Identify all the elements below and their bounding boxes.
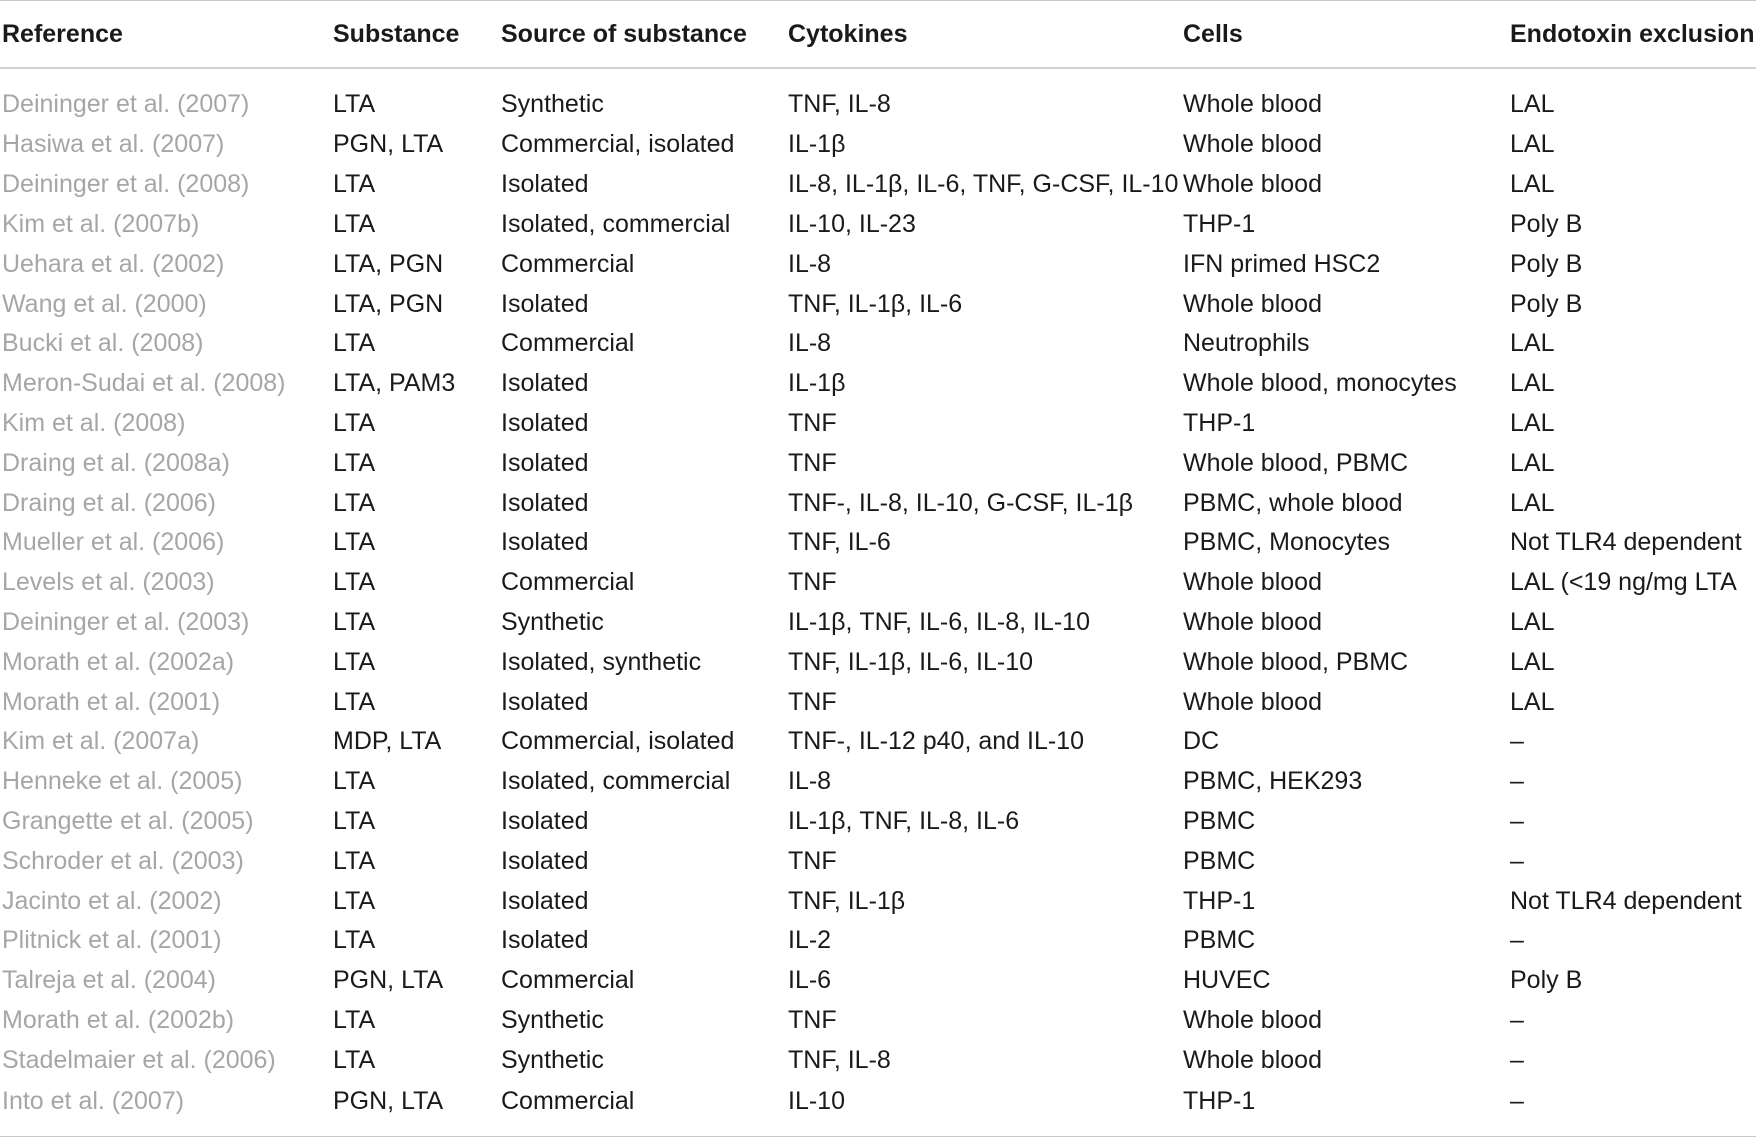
cell-cells: Whole blood — [1183, 289, 1322, 318]
cell-substance: LTA — [333, 448, 376, 477]
cell-endotoxin-exclusion: – — [1510, 1086, 1524, 1115]
cell-endotoxin-exclusion: Poly B — [1510, 209, 1583, 238]
cell-substance: LTA, PAM3 — [333, 369, 456, 398]
table-row — [0, 722, 1756, 762]
table-row — [0, 1001, 1756, 1041]
cell-cells: Whole blood — [1183, 1045, 1322, 1074]
cell-source: Isolated — [501, 886, 589, 915]
cell-cytokines: IL-8 — [788, 249, 832, 278]
cell-cells: PBMC, HEK293 — [1183, 767, 1363, 796]
header-endotoxin-exclusion: Endotoxin exclusion — [1510, 19, 1755, 48]
cell-cytokines: TNF, IL-1β, IL-6 — [788, 289, 963, 318]
cell-cytokines: IL-1β — [788, 369, 846, 398]
cell-substance: PGN, LTA — [333, 1086, 444, 1115]
cell-cytokines: TNF — [788, 687, 837, 716]
cell-reference: Deininger et al. (2008) — [2, 170, 250, 199]
cell-reference: Morath et al. (2001) — [2, 687, 221, 716]
cell-cytokines: TNF, IL-8 — [788, 89, 891, 118]
cell-cells: Whole blood, monocytes — [1183, 369, 1457, 398]
cell-source: Isolated — [501, 926, 589, 955]
cell-cytokines: IL-1β, TNF, IL-8, IL-6 — [788, 806, 1020, 835]
cell-reference: Uehara et al. (2002) — [2, 249, 225, 278]
cell-substance: LTA — [333, 488, 376, 517]
cell-cytokines: TNF — [788, 568, 837, 597]
cell-cytokines: TNF — [788, 408, 837, 437]
cell-cytokines: TNF, IL-8 — [788, 1045, 891, 1074]
cell-cells: THP-1 — [1183, 209, 1256, 238]
table-row — [0, 802, 1756, 842]
cell-substance: LTA — [333, 1005, 376, 1034]
cell-cytokines: IL-8, IL-1β, IL-6, TNF, G-CSF, IL-10 — [788, 170, 1179, 199]
cell-source: Synthetic — [501, 607, 604, 636]
cell-cells: PBMC — [1183, 926, 1256, 955]
table-row — [0, 523, 1756, 563]
cell-source: Isolated — [501, 170, 589, 199]
cell-cytokines: IL-1β — [788, 130, 846, 159]
table-row — [0, 483, 1756, 523]
table-body — [0, 68, 1756, 1137]
cell-source: Commercial — [501, 329, 635, 358]
cell-endotoxin-exclusion: LAL — [1510, 448, 1555, 477]
cell-cells: Neutrophils — [1183, 329, 1310, 358]
cell-endotoxin-exclusion: LAL — [1510, 170, 1555, 199]
cell-substance: LTA — [333, 408, 376, 437]
cell-substance: LTA — [333, 886, 376, 915]
cell-source: Commercial — [501, 249, 635, 278]
table-row — [0, 364, 1756, 404]
cell-cells: PBMC — [1183, 846, 1256, 875]
cell-source: Synthetic — [501, 1045, 604, 1074]
cell-endotoxin-exclusion: – — [1510, 846, 1524, 875]
cell-source: Isolated — [501, 289, 589, 318]
cell-cytokines: TNF — [788, 1005, 837, 1034]
cell-cells: THP-1 — [1183, 408, 1256, 437]
cell-reference: Draing et al. (2006) — [2, 488, 217, 517]
cell-reference: Kim et al. (2008) — [2, 408, 186, 437]
cell-cells: Whole blood — [1183, 130, 1322, 159]
cell-endotoxin-exclusion: – — [1510, 806, 1524, 835]
cell-source: Commercial — [501, 568, 635, 597]
table-row — [0, 841, 1756, 881]
table-row — [0, 404, 1756, 444]
cell-source: Isolated, synthetic — [501, 647, 702, 676]
cell-reference: Levels et al. (2003) — [2, 568, 215, 597]
cell-cytokines: TNF-, IL-8, IL-10, G-CSF, IL-1β — [788, 488, 1134, 517]
cell-cytokines: TNF, IL-1β — [788, 886, 906, 915]
cell-reference: Deininger et al. (2007) — [2, 89, 250, 118]
cell-endotoxin-exclusion: LAL — [1510, 687, 1555, 716]
cell-endotoxin-exclusion: Not TLR4 dependent — [1510, 528, 1742, 557]
table-row — [0, 682, 1756, 722]
header-cytokines: Cytokines — [788, 19, 908, 48]
cell-source: Isolated — [501, 369, 589, 398]
cell-reference: Stadelmaier et al. (2006) — [2, 1045, 276, 1074]
cell-reference: Meron-Sudai et al. (2008) — [2, 369, 286, 398]
cell-source: Commercial — [501, 966, 635, 995]
cell-endotoxin-exclusion: – — [1510, 926, 1524, 955]
cell-cells: Whole blood — [1183, 1005, 1322, 1034]
cell-substance: LTA — [333, 647, 376, 676]
cell-substance: PGN, LTA — [333, 966, 444, 995]
cell-source: Synthetic — [501, 89, 604, 118]
cell-source: Synthetic — [501, 1005, 604, 1034]
table-row — [0, 762, 1756, 802]
cell-substance: LTA — [333, 1045, 376, 1074]
cell-reference: Mueller et al. (2006) — [2, 528, 225, 557]
cell-cytokines: IL-1β, TNF, IL-6, IL-8, IL-10 — [788, 607, 1090, 636]
cell-reference: Into et al. (2007) — [2, 1086, 185, 1115]
table-row — [0, 125, 1756, 165]
cell-source: Isolated — [501, 528, 589, 557]
cell-substance: LTA — [333, 926, 376, 955]
cell-endotoxin-exclusion: LAL — [1510, 488, 1555, 517]
cell-source: Isolated — [501, 408, 589, 437]
cell-cytokines: IL-8 — [788, 767, 832, 796]
cell-substance: LTA — [333, 607, 376, 636]
cell-endotoxin-exclusion: LAL — [1510, 408, 1555, 437]
cell-reference: Morath et al. (2002a) — [2, 647, 235, 676]
cell-endotoxin-exclusion: Poly B — [1510, 289, 1583, 318]
table-row — [0, 1080, 1756, 1137]
cell-reference: Hasiwa et al. (2007) — [2, 130, 225, 159]
cell-endotoxin-exclusion: Poly B — [1510, 966, 1583, 995]
cell-source: Commercial, isolated — [501, 130, 735, 159]
cell-endotoxin-exclusion: LAL (<19 ng/mg LTA — [1510, 568, 1737, 597]
cell-reference: Wang et al. (2000) — [2, 289, 207, 318]
cell-substance: LTA — [333, 568, 376, 597]
cell-substance: LTA — [333, 329, 376, 358]
cell-cells: Whole blood, PBMC — [1183, 647, 1409, 676]
cell-cytokines: IL-10, IL-23 — [788, 209, 916, 238]
cell-cells: PBMC — [1183, 806, 1256, 835]
cell-cells: HUVEC — [1183, 966, 1271, 995]
header-row — [0, 1, 1756, 69]
cell-cells: Whole blood — [1183, 607, 1322, 636]
cell-cells: DC — [1183, 727, 1220, 756]
table-row — [0, 881, 1756, 921]
cell-cytokines: IL-10 — [788, 1086, 845, 1115]
cell-substance: LTA — [333, 767, 376, 796]
cell-substance: LTA — [333, 209, 376, 238]
header-source-of-substance: Source of substance — [501, 19, 747, 48]
cell-cytokines: TNF, IL-6 — [788, 528, 891, 557]
cell-cytokines: TNF, IL-1β, IL-6, IL-10 — [788, 647, 1034, 676]
cell-source: Isolated — [501, 806, 589, 835]
cell-source: Isolated — [501, 488, 589, 517]
cell-substance: LTA — [333, 528, 376, 557]
cell-source: Commercial, isolated — [501, 727, 735, 756]
cell-endotoxin-exclusion: LAL — [1510, 89, 1555, 118]
table-row — [0, 244, 1756, 284]
cell-substance: LTA — [333, 846, 376, 875]
cell-source: Isolated, commercial — [501, 767, 731, 796]
table-row — [0, 165, 1756, 205]
cell-endotoxin-exclusion: – — [1510, 767, 1524, 796]
cell-reference: Kim et al. (2007a) — [2, 727, 200, 756]
cell-cells: IFN primed HSC2 — [1183, 249, 1381, 278]
cell-cytokines: TNF — [788, 846, 837, 875]
cell-endotoxin-exclusion: LAL — [1510, 329, 1555, 358]
cell-cytokines: IL-2 — [788, 926, 832, 955]
cell-cells: Whole blood — [1183, 170, 1322, 199]
header-substance: Substance — [333, 19, 460, 48]
cell-source: Isolated, commercial — [501, 209, 731, 238]
table-row — [0, 443, 1756, 483]
cell-reference: Deininger et al. (2003) — [2, 607, 250, 636]
cell-source: Isolated — [501, 448, 589, 477]
cell-substance: LTA, PGN — [333, 289, 444, 318]
cell-reference: Bucki et al. (2008) — [2, 329, 204, 358]
cell-substance: MDP, LTA — [333, 727, 442, 756]
table-row — [0, 603, 1756, 643]
cell-endotoxin-exclusion: Poly B — [1510, 249, 1583, 278]
cell-endotoxin-exclusion: Not TLR4 dependent — [1510, 886, 1742, 915]
cell-substance: LTA — [333, 89, 376, 118]
cell-reference: Morath et al. (2002b) — [2, 1005, 235, 1034]
table-row — [0, 921, 1756, 961]
cell-endotoxin-exclusion: – — [1510, 727, 1524, 756]
table-row — [0, 205, 1756, 245]
cell-endotoxin-exclusion: – — [1510, 1005, 1524, 1034]
cell-substance: PGN, LTA — [333, 130, 444, 159]
header-reference: Reference — [2, 19, 123, 48]
table-row — [0, 68, 1756, 125]
table-row — [0, 563, 1756, 603]
cell-cytokines: IL-6 — [788, 966, 832, 995]
cell-cells: THP-1 — [1183, 886, 1256, 915]
table-row — [0, 1040, 1756, 1080]
table-row — [0, 961, 1756, 1001]
cell-cells: Whole blood — [1183, 687, 1322, 716]
cell-reference: Jacinto et al. (2002) — [2, 886, 222, 915]
cell-reference: Henneke et al. (2005) — [2, 767, 243, 796]
cell-cytokines: TNF-, IL-12 p40, and IL-10 — [788, 727, 1084, 756]
cell-source: Isolated — [501, 687, 589, 716]
table-row — [0, 642, 1756, 682]
cell-substance: LTA — [333, 806, 376, 835]
cell-cells: THP-1 — [1183, 1086, 1256, 1115]
cell-endotoxin-exclusion: – — [1510, 1045, 1524, 1074]
cell-endotoxin-exclusion: LAL — [1510, 130, 1555, 159]
cell-cells: Whole blood, PBMC — [1183, 448, 1409, 477]
table-header — [0, 1, 1756, 69]
cell-cells: PBMC, Monocytes — [1183, 528, 1391, 557]
cell-reference: Schroder et al. (2003) — [2, 846, 244, 875]
header-cells: Cells — [1183, 19, 1243, 48]
cell-cells: Whole blood — [1183, 89, 1322, 118]
cell-endotoxin-exclusion: LAL — [1510, 369, 1555, 398]
cell-cells: PBMC, whole blood — [1183, 488, 1403, 517]
cell-source: Isolated — [501, 846, 589, 875]
cell-cytokines: IL-8 — [788, 329, 832, 358]
cell-substance: LTA — [333, 687, 376, 716]
cell-endotoxin-exclusion: LAL — [1510, 647, 1555, 676]
cell-reference: Grangette et al. (2005) — [2, 806, 254, 835]
cell-source: Commercial — [501, 1086, 635, 1115]
cell-substance: LTA — [333, 170, 376, 199]
table-row — [0, 324, 1756, 364]
cell-reference: Draing et al. (2008a) — [2, 448, 230, 477]
cell-reference: Talreja et al. (2004) — [2, 966, 217, 995]
table-row — [0, 284, 1756, 324]
cell-reference: Plitnick et al. (2001) — [2, 926, 222, 955]
cell-substance: LTA, PGN — [333, 249, 444, 278]
cell-cells: Whole blood — [1183, 568, 1322, 597]
cell-cytokines: TNF — [788, 448, 837, 477]
cell-reference: Kim et al. (2007b) — [2, 209, 200, 238]
cell-endotoxin-exclusion: LAL — [1510, 607, 1555, 636]
